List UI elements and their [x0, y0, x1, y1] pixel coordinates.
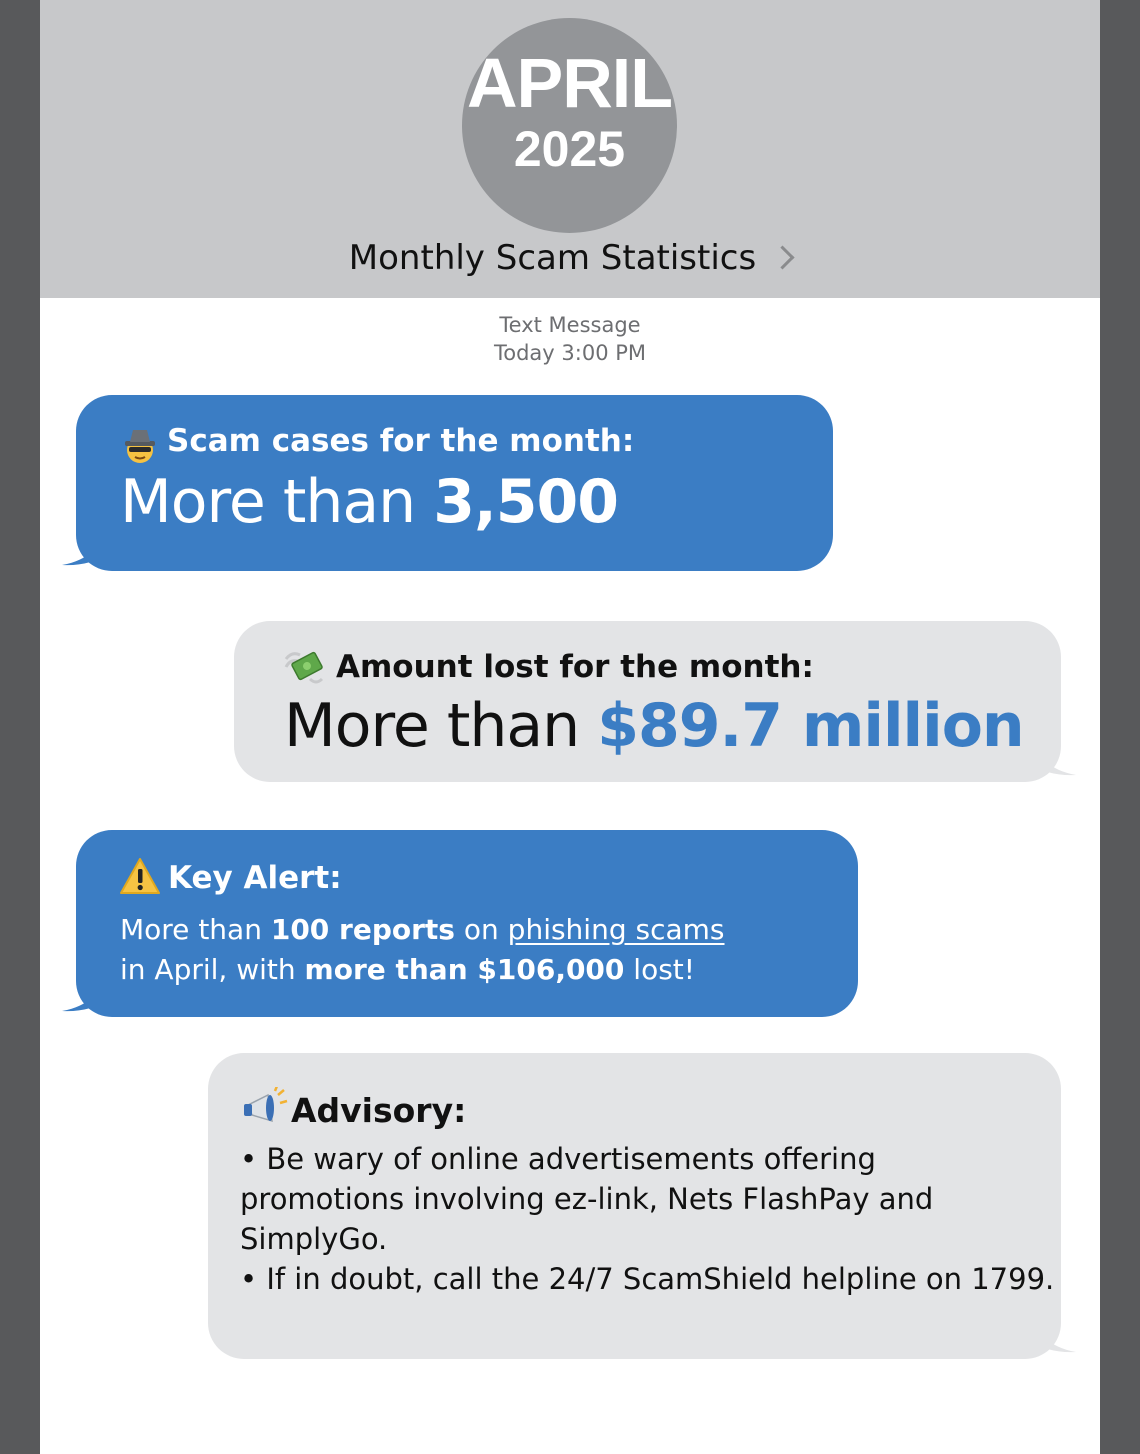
message-bubble-key-alert[interactable]: [76, 830, 858, 1017]
avatar-month: APRIL: [467, 44, 672, 122]
left-bezel: [0, 0, 40, 1454]
conversation-header: [40, 0, 1100, 298]
message-bubble-advisory[interactable]: [208, 1053, 1061, 1359]
alert-text: lost!: [624, 953, 696, 986]
contact-name-button[interactable]: [40, 238, 1100, 278]
avatar-year: 2025: [513, 121, 626, 177]
amount-lost-prefix: More than: [284, 691, 598, 761]
advisory-body: [240, 1139, 1054, 1299]
money-with-wings-icon: [282, 645, 326, 689]
key-alert-line-2: [120, 950, 725, 990]
message-bubble-amount-lost[interactable]: [234, 621, 1061, 782]
alert-loss-amount: more than $106,000: [304, 953, 625, 986]
scam-cases-prefix: More than: [120, 467, 434, 537]
scam-cases-value: [120, 467, 618, 537]
message-bubble-scam-cases[interactable]: [76, 395, 833, 571]
advisory-title: Advisory:: [291, 1091, 467, 1130]
key-alert-title: Key Alert:: [168, 860, 342, 896]
key-alert-line-1: [120, 910, 725, 950]
thread-meta: [40, 311, 1100, 367]
amount-lost-number: $89.7 million: [597, 691, 1024, 761]
advisory-line: promotions involving ez-link, Nets FlashPay and: [240, 1182, 934, 1216]
amount-lost-value: [284, 691, 1024, 761]
phishing-scams-link[interactable]: phishing scams: [507, 913, 725, 946]
thread-timestamp: Today 3:00 PM: [493, 341, 647, 365]
alert-text: on: [454, 913, 508, 946]
warning-icon: [119, 856, 161, 896]
amount-lost-title: Amount lost for the month:: [336, 649, 814, 685]
chevron-right-icon: [771, 245, 795, 269]
alert-reports-count: 100 reports: [270, 913, 455, 946]
contact-name: Monthly Scam Statistics: [348, 238, 757, 278]
scam-cases-number: 3,500: [433, 467, 619, 537]
contact-avatar[interactable]: [462, 18, 677, 233]
spy-icon: [120, 425, 160, 465]
key-alert-body: [120, 910, 725, 990]
alert-text: in April, with: [120, 953, 305, 986]
megaphone-icon: [242, 1087, 288, 1129]
alert-text: More than: [120, 913, 271, 946]
advisory-line: • Be wary of online advertisements offering: [240, 1142, 876, 1176]
advisory-line: • If in doubt, call the 24/7 ScamShield helpline on 1799.: [240, 1262, 1055, 1296]
scam-cases-title: Scam cases for the month:: [167, 423, 635, 459]
right-bezel: [1100, 0, 1140, 1454]
advisory-line: SimplyGo.: [240, 1222, 388, 1256]
messages-screen: [40, 0, 1100, 1454]
thread-label: Text Message: [499, 313, 641, 337]
